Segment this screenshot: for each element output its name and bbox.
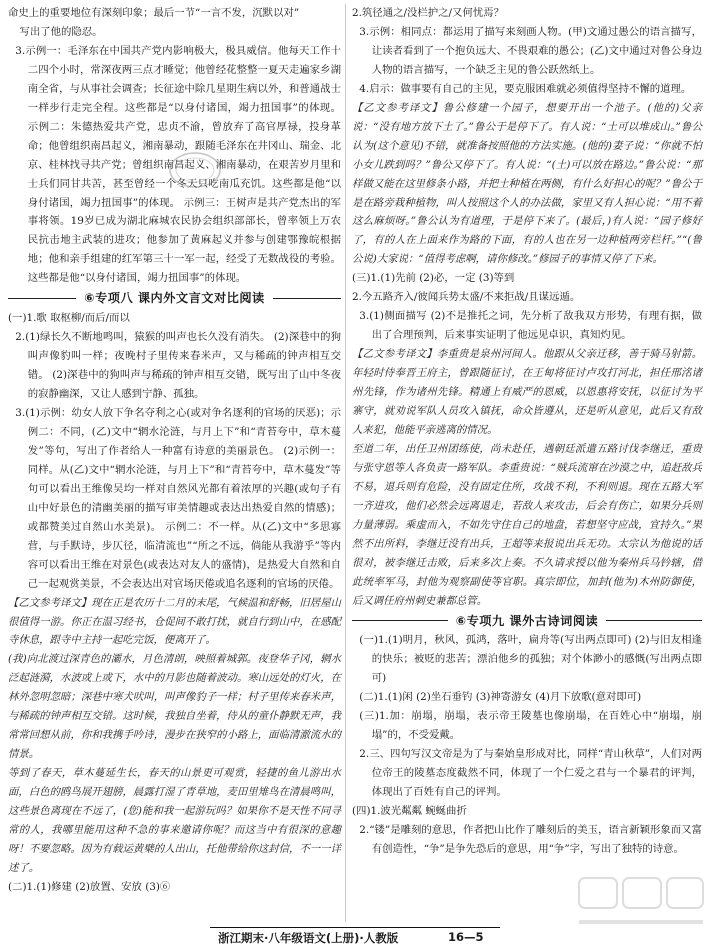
footer-rule [210, 927, 500, 928]
answer-paragraph: 3.(1)侧面描写 (2)不是推托之词，先分析了敌我双方形势，有理有据，做出了合理预判，后来事实证明了他远见卓识，真知灼见。 [359, 310, 702, 342]
stamp-seal [168, 150, 222, 190]
answer-paragraph: 命史上的重要地位有深刻印象；最后一节“一言不发，沉默以对” [8, 7, 300, 19]
section-heading: ⑥专项九 课外古诗词阅读 [455, 613, 599, 628]
answer-paragraph: (三)1.加：崩塌，崩塌，表示帝王陵墓也像崩塌，在百姓心中“崩塌，崩塌”的，不受爱戴。 [359, 710, 702, 742]
section-heading-bar [8, 289, 341, 308]
answer-paragraph: (一)1.(1)明月，秋风，孤鸿，落叶，扁舟等(写出两点即可) (2)与旧友相逢的快乐；被贬的悲苦；漂泊他乡的孤独；对个体渺小的感慨(写出两点即可) [359, 634, 702, 685]
answer-paragraph: 2.“镂”是雕刻的意思，作者把山比作了雕刻后的美玉，语言新颖形象而又富有创造性，“争”是争先恐后的意思，用“争”字，写出了独特的诗意。 [359, 823, 702, 855]
answer-paragraph: 2.筑径通之/没栏护之/又何忧焉？ [352, 7, 504, 19]
heading-rule [606, 620, 702, 621]
right-column [352, 4, 702, 859]
answer-paragraph: 3.(1)示例：幼女人放下争名夺利之心(或对争名逐利的官场的厌恶)；示例二：不同，(乙)文中“辋水沦涟，与月上下”和“青苔夸中，草木蔓发”等句，写出了作者给人一种富有诗意的美丽景色。 (2)示例一：同样。从(乙)文中“辋水沦涟，与月上下”和“青苔夸中，草木蔓发”等句可以看出王维像吴均一样对自然风光都有着浓厚的兴趣(或句子有山中好景色的清幽美丽的描写审美情趣或表达出热爱自然的情感)；或都赞美过自然山水美景)。 示例二：不一样。从(乙)文中“多思寡营，与手默诗，步仄径，临清流也”“所之不远，倘能从我游乎”等内容可以看出王维在对景色(或表达对友人的盛情)，是热爱大自然和自己一起观赏美景，不会表达出对官场厌倦或追名逐利的官场的厌倦。 [15, 407, 341, 590]
answer-paragraph: (二)1.(1)修建 (2)放置、安放 (3)⑥ [8, 880, 171, 893]
translation-paragraph: 等到了春天，草木蔓延生长，春天的山景更可观赏，轻捷的鱼儿游出水面，白色的鸥鸟展开翅膀，晨露打湿了青草地，麦田里雉鸟在清晨鸣叫，这些景色离现在不远了，(您)能和我一起游玩吗？如果你不是天性不同寻常的人，我哪里能用这种不急的事来邀请你呢？而这当中有很深的意趣呀！不要忽略。因为有载运黄檗的人出山，托他带给你这封信，不一一详述了。 [8, 767, 341, 874]
footer-title: 浙江期末·八年级语文(上册)·人教版 [218, 931, 399, 945]
section-heading: ⑥专项八 课内外文言文对比阅读 [84, 291, 265, 306]
answer-paragraph: (四)1.波光粼粼 蜿蜒曲折 [352, 805, 467, 818]
translation-paragraph: 【乙文参考译文】鲁公修建一个园子，想要开出一个池子。(他的)父亲说：“没有地方放下土了。”鲁公于是停下了。有人说：“土可以堆成山。”鲁公认为(这个意见)不错，就准备按照他的方法实施。(他的)妻子说：“你就不怕小女儿跌到吗？”鲁公又停下了。有人说：“(土)可以放在路边。”鲁公说：“那样做又能在这里修条小路，并把土种植在两侧，有什么好担心的呢？”鲁公于是在路旁栽种植物，叫人按照这个人的办法做，家里又有人担心说：“用不着这么麻烦呀。”鲁公认为有道理，于是停下来了。(最后，)有人说：“园子修好了，有的人在上面来作为路的下面，有的人也在另一边种植两旁栏杆。”“(鲁公说)大家说：“值得考虑啊，请你修改。”修园子的事情又停了下来。 [352, 101, 702, 266]
translation-paragraph: 至道二年，出任卫州团练使，尚未赴任，遇朝廷派遣五路讨伐李继迁，重贵与张守恩等人各负责一路军队。李重贵说：“贼兵流窜在沙漠之中，追赶敌兵不易，退兵则有危险，没有固定住所，攻战不利，不利则退。现在五路大军一齐进攻，他们必然会远离退走，若敌人来攻击，后会有伤亡，如果分兵则力量薄弱。乘虚而入，不如先守住自己的地盘，若想坚守应战，宜持久。”果然不出所料，李继迁没有出兵，王超等来报说出兵无功。太宗认为他说的话很对，被李继迁击败，后来多次上奏。不久请求授以他为秦州兵马钤辖，借此统率军马，封他为观察副使等官职。真宗即位，加封(他为)木州防御使，后又调任府州刺史兼都总管。 [352, 442, 702, 607]
section-heading-bar [352, 612, 702, 631]
answer-paragraph: (三)1.(1)先前 (2)必，一定 (3)等到 [352, 272, 515, 285]
answer-paragraph: 4.启示：做事要有自己的主见，要克服困难就必须值得坚持不懈的道理。 [359, 82, 692, 95]
answer-paragraph: 3.示例：相同点：都运用了描写来刻画人物。(甲)文通过愚公的语言描写，让读者看到了一个抱负远大、不畏艰难的愚公；(乙)文中通过对鲁公身边人物的语言描写，一个缺乏主见的鲁公跃然纸上。 [359, 25, 702, 76]
answer-paragraph: 2.今五路齐入/彼闻兵势太盛/不来拒战/且谋远遁。 [352, 291, 581, 304]
answer-paragraph: 写出了他的隐忍。 [19, 25, 103, 38]
answer-paragraph: (一)1.歌 取枢柳/而后/而以 [8, 312, 130, 325]
page-footer [0, 924, 712, 946]
translation-paragraph: (我)向北渡过深青色的灞水，月色清朗，映照着城郭。夜登华子冈，辋水泛起涟漪，水波或上或下，水中的月影也随着波动。寒山远处的灯火，在林外忽明忽暗；深巷中寒犬吠叫，叫声像豹子一样；村子里传来春米声，与稀疏的钟声相互交错。这时候，我独自坐着，侍从的童仆静默无声，我常常回想从前，你和我携手吟诗，漫步在狭窄的小路上，面临清澈流水的情景。 [8, 653, 341, 761]
translation-paragraph: 【乙文参考译文】现在正是农历十二月的末尾，气候温和舒畅，旧居屋山很值得一游。你正在温习经书，仓促间不敢打扰，就自行到山中，在感配寺休息，跟寺中主持一起吃完饭，便离开了。 [8, 596, 341, 647]
answer-paragraph: 2.(1)绿长久不断地鸣叫，猿猴的叫声也长久没有消失。 (2)深巷中的狗叫声像豹叫一样；夜晚村子里传来春米声，又与稀疏的钟声相互交错。 (2)深巷中的狗叫声与稀疏的钟声相互交错，既写出了山中冬夜的寂静幽深，又让人感到宁静、孤独。 [15, 331, 341, 401]
translation-paragraph: 【乙文参考译文】李重贵是泉州河间人。他跟从父亲迁移，善于骑马射箭。年轻时侍奉晋王府主，曾跟随征讨，在王甸将征讨卢攻打河北，担任邢洺诸州先锋，作为诸州先锋。精通上有威严的恩威，以恩惠将安抚，以征讨为平寨守，就劝说军队人员攻入镇抚，命众皆遵从，还是听从意见，此后又有敌人来犯，他能平亲逃离的情况。 [352, 348, 702, 436]
answer-paragraph: (二)1.(1)闲 (2)坐石垂钓 (3)神寄游女 (4)月下放歌(意对即可) [359, 691, 642, 704]
page-number: 16—5 [448, 930, 484, 944]
answer-paragraph: 3.示例一：毛泽东在中国共产党内影响极大，极具威信。他每天工作十二四个小时，常深夜两三点才睡觉；他曾经花整整一夏天走遍家乡湖南全省，与从事社会调查；长征途中除几星期生病以外，和普通战士一样步行走完全程。这些都是“以身付诸国，竭力扭国事”的体现。 示例二：朱德热爱共产党，忠贞不渝，曾放弃了高官厚禄，投身革命；他曾组织南昌起义，湘南暴动，跟随毛泽东在井冈山、瑞金、北京、桂林找寻共产党；曾组织南昌起义、湘南暴动，在艰苦岁月里和士兵们同甘共苦，甚至曾经一个冬天只吃南瓜充饥。这些都是他“以身付诸国，竭力扭国事”的体现。 示例三：王树声是共产党杰出的军事将领。19岁已成为湖北麻城农民协会组织部部长，曾率领上万农民抗击地主武装的进攻；他参加了黄麻起义并参与创建鄂豫皖根据地；他和亲手组建的红军第三十一军一起，经受了无数战役的考验。这些都是他“以身付诸国，竭力扭国事”的体现。 [15, 44, 341, 285]
heading-rule [8, 298, 76, 299]
column-divider [345, 4, 346, 922]
answer-paragraph: 2.三、四句写汉文帝是为了与秦始皇形成对比，同样“青山秋草”，人们对两位帝王的陵墓态度截然不同，体现了一个仁爱之君与一个暴君的评判，体现出了百姓有自己的评判。 [359, 748, 702, 799]
heading-rule [352, 620, 448, 621]
heading-rule [273, 298, 341, 299]
left-column [8, 4, 341, 897]
